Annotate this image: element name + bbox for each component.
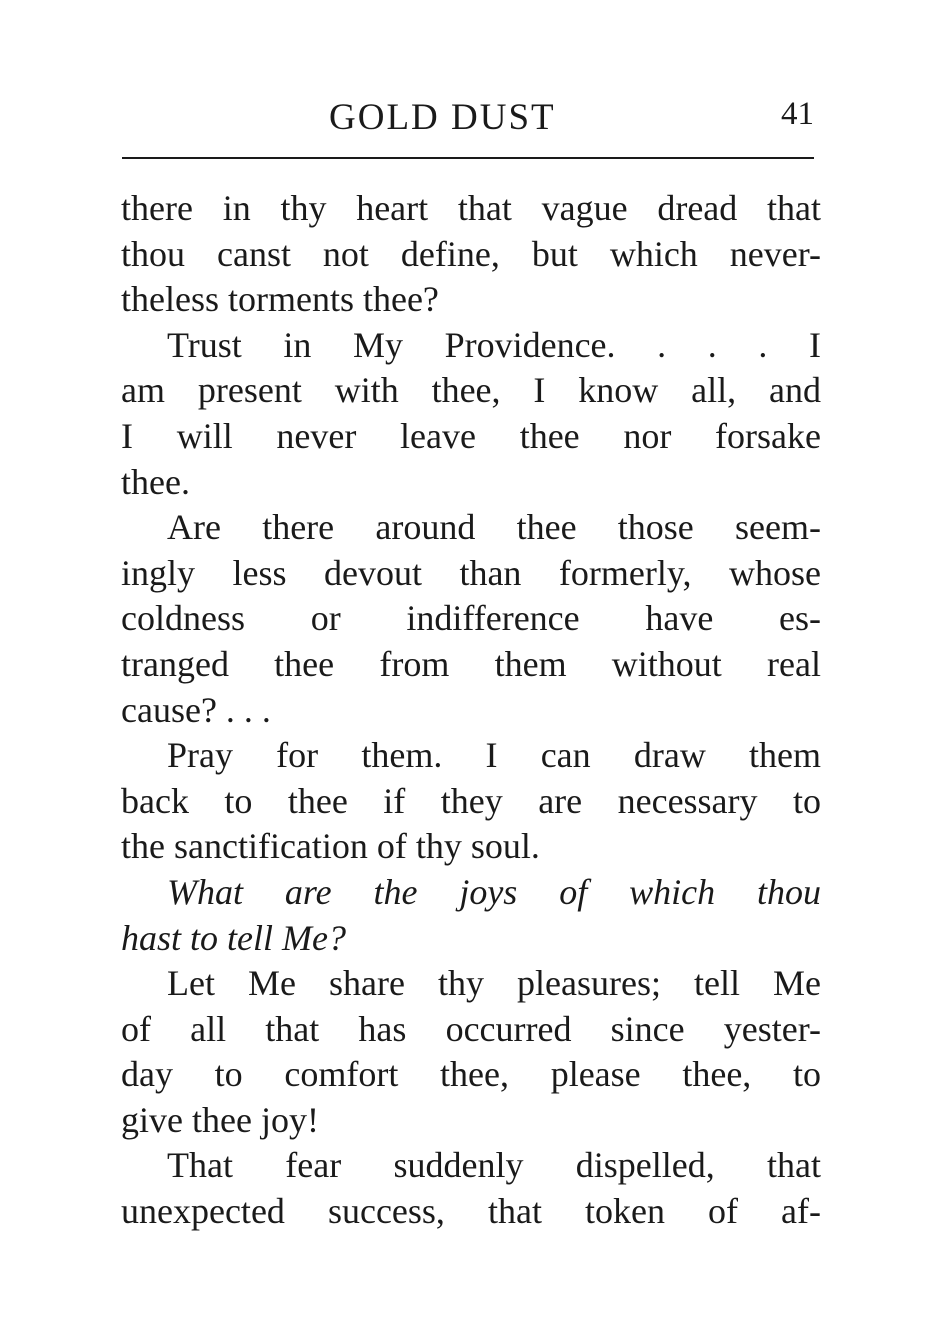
text-line: tranged thee from them without real <box>121 643 821 684</box>
text-line: of all that has occurred since yester- <box>121 1008 821 1049</box>
text-line: day to comfort thee, please thee, to <box>121 1054 821 1095</box>
running-title: GOLD DUST <box>329 97 556 138</box>
text-line: coldness or indifference have es- <box>121 598 821 639</box>
page-number: 41 <box>781 96 814 132</box>
text-line: thee. <box>121 461 190 502</box>
body-text <box>121 186 821 1235</box>
text-line: Pray for them. I can draw them <box>167 735 821 776</box>
header-rule <box>122 157 814 159</box>
text-line: Are there around thee those seem- <box>167 507 821 548</box>
text-line: there in thy heart that vague dread that <box>121 188 821 228</box>
text-line: back to thee if they are necessary to <box>121 780 821 821</box>
text-line: hast to tell Me? <box>121 917 346 958</box>
text-line: theless torments thee? <box>121 279 439 320</box>
text-line: What are the joys of which thou <box>167 871 821 912</box>
text-line: am present with thee, I know all, and <box>121 370 821 411</box>
page-header <box>122 96 822 146</box>
text-line: cause? . . . <box>121 689 271 730</box>
text-line: the sanctification of thy soul. <box>121 826 540 867</box>
text-line: Trust in My Providence. . . . I <box>167 324 821 365</box>
text-line: give thee joy! <box>121 1099 319 1140</box>
text-line: unexpected success, that token of af- <box>121 1191 821 1232</box>
text-line: thou canst not define, but which never- <box>121 233 821 274</box>
text-line: ingly less devout than formerly, whose <box>121 552 821 593</box>
text-line: I will never leave thee nor forsake <box>121 415 821 456</box>
text-line: Let Me share thy pleasures; tell Me <box>167 963 821 1004</box>
text-line: That fear suddenly dispelled, that <box>167 1145 821 1186</box>
